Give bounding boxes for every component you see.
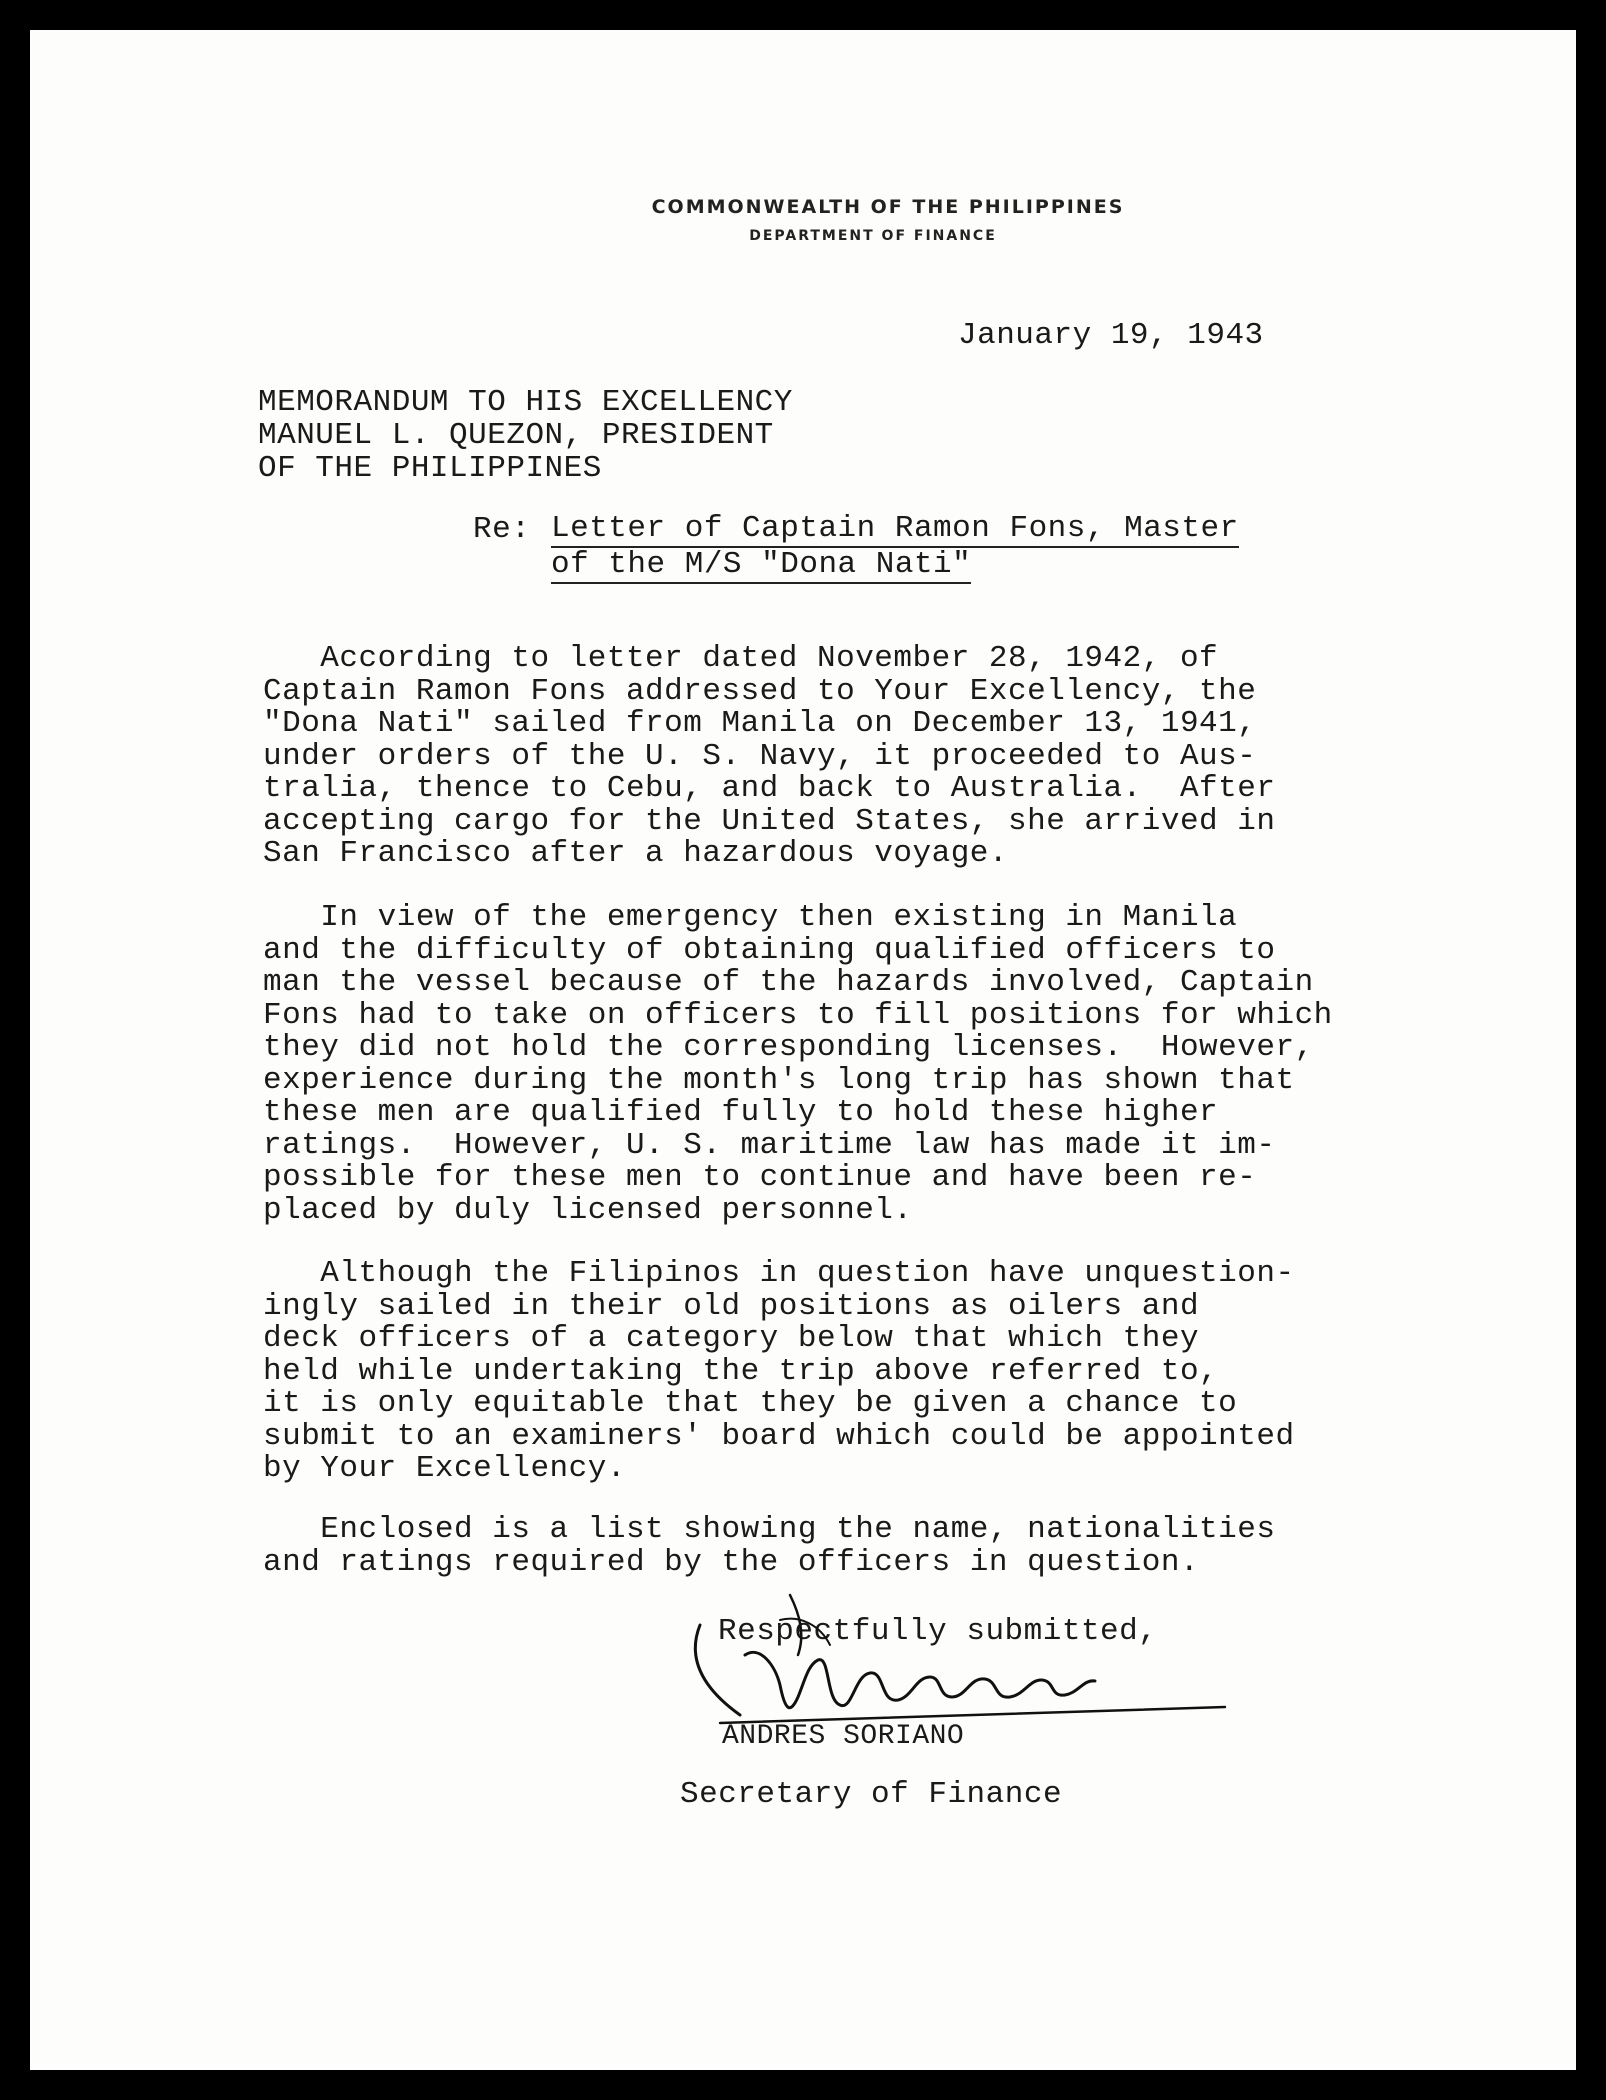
paragraph-line: "Dona Nati" sailed from Manila on December 13, 1941,	[263, 706, 1257, 741]
paragraph-line: held while undertaking the trip above referred to,	[263, 1353, 1219, 1389]
body-paragraph-3	[263, 1258, 1383, 1486]
body-paragraph-4	[263, 1514, 1383, 1579]
closing-salutation: Respectfully submitted,	[718, 1614, 1158, 1649]
paragraph-line: Fons had to take on officers to fill positions for which	[263, 997, 1333, 1033]
paragraph-line: submit to an examiners' board which could be appointed	[263, 1418, 1295, 1454]
paragraph-line: deck officers of a category below that which they	[263, 1321, 1200, 1356]
signatory-name: ANDRES SORIANO	[722, 1721, 965, 1752]
paragraph-line: According to letter dated November 28, 1942, of	[263, 641, 1219, 676]
paragraph-line: under orders of the U. S. Navy, it proceeded to Aus-	[263, 738, 1257, 774]
subject-label: Re:	[473, 512, 531, 547]
addressee-line: OF THE PHILIPPINES	[258, 451, 602, 486]
addressee-line: MANUEL L. QUEZON, PRESIDENT	[258, 418, 774, 453]
paragraph-line: Although the Filipinos in question have unquestion-	[263, 1256, 1295, 1291]
body-paragraph-1	[263, 643, 1383, 871]
paragraph-line: In view of the emergency then existing in Manila	[263, 900, 1238, 935]
subject-line: of the M/S "Dona Nati"	[551, 547, 972, 582]
paragraph-line: ratings. However, U. S. maritime law has made it im-	[263, 1127, 1276, 1163]
letterhead-department: DEPARTMENT OF FINANCE	[749, 228, 997, 244]
paragraph-line: possible for these men to continue and have been re-	[263, 1160, 1257, 1195]
letterhead-title: COMMONWEALTH OF THE PHILIPPINES	[651, 196, 1125, 218]
signatory-title: Secretary of Finance	[680, 1777, 1063, 1812]
paragraph-line: San Francisco after a hazardous voyage.	[263, 836, 1009, 871]
paragraph-line: accepting cargo for the United States, she arrived in	[263, 803, 1276, 839]
paragraph-line: and ratings required by the officers in question.	[263, 1544, 1200, 1580]
paragraph-line: they did not hold the corresponding licenses. However,	[263, 1030, 1314, 1065]
paragraph-line: tralia, thence to Cebu, and back to Australia. After	[263, 771, 1276, 806]
memo-date: January 19, 1943	[958, 318, 1264, 353]
addressee-line: MEMORANDUM TO HIS EXCELLENCY	[258, 385, 793, 420]
paragraph-line: experience during the month's long trip has shown that	[263, 1062, 1295, 1098]
paragraph-line: these men are qualified fully to hold these higher	[263, 1095, 1219, 1130]
subject-block	[551, 512, 1239, 584]
paragraph-line: ingly sailed in their old positions as oilers and	[263, 1288, 1200, 1324]
paragraph-line: by Your Excellency.	[263, 1451, 626, 1486]
body-paragraph-2	[263, 902, 1383, 1227]
paragraph-line: Captain Ramon Fons addressed to Your Excellency, the	[263, 673, 1257, 709]
paragraph-line: and the difficulty of obtaining qualified officers to	[263, 932, 1276, 968]
paragraph-line: Enclosed is a list showing the name, nationalities	[263, 1512, 1276, 1547]
paragraph-line: man the vessel because of the hazards involved, Captain	[263, 965, 1314, 1000]
paragraph-line: it is only equitable that they be given a chance to	[263, 1386, 1238, 1421]
addressee-block	[258, 386, 793, 485]
subject-line: Letter of Captain Ramon Fons, Master	[551, 511, 1239, 546]
paragraph-line: placed by duly licensed personnel.	[263, 1192, 913, 1228]
